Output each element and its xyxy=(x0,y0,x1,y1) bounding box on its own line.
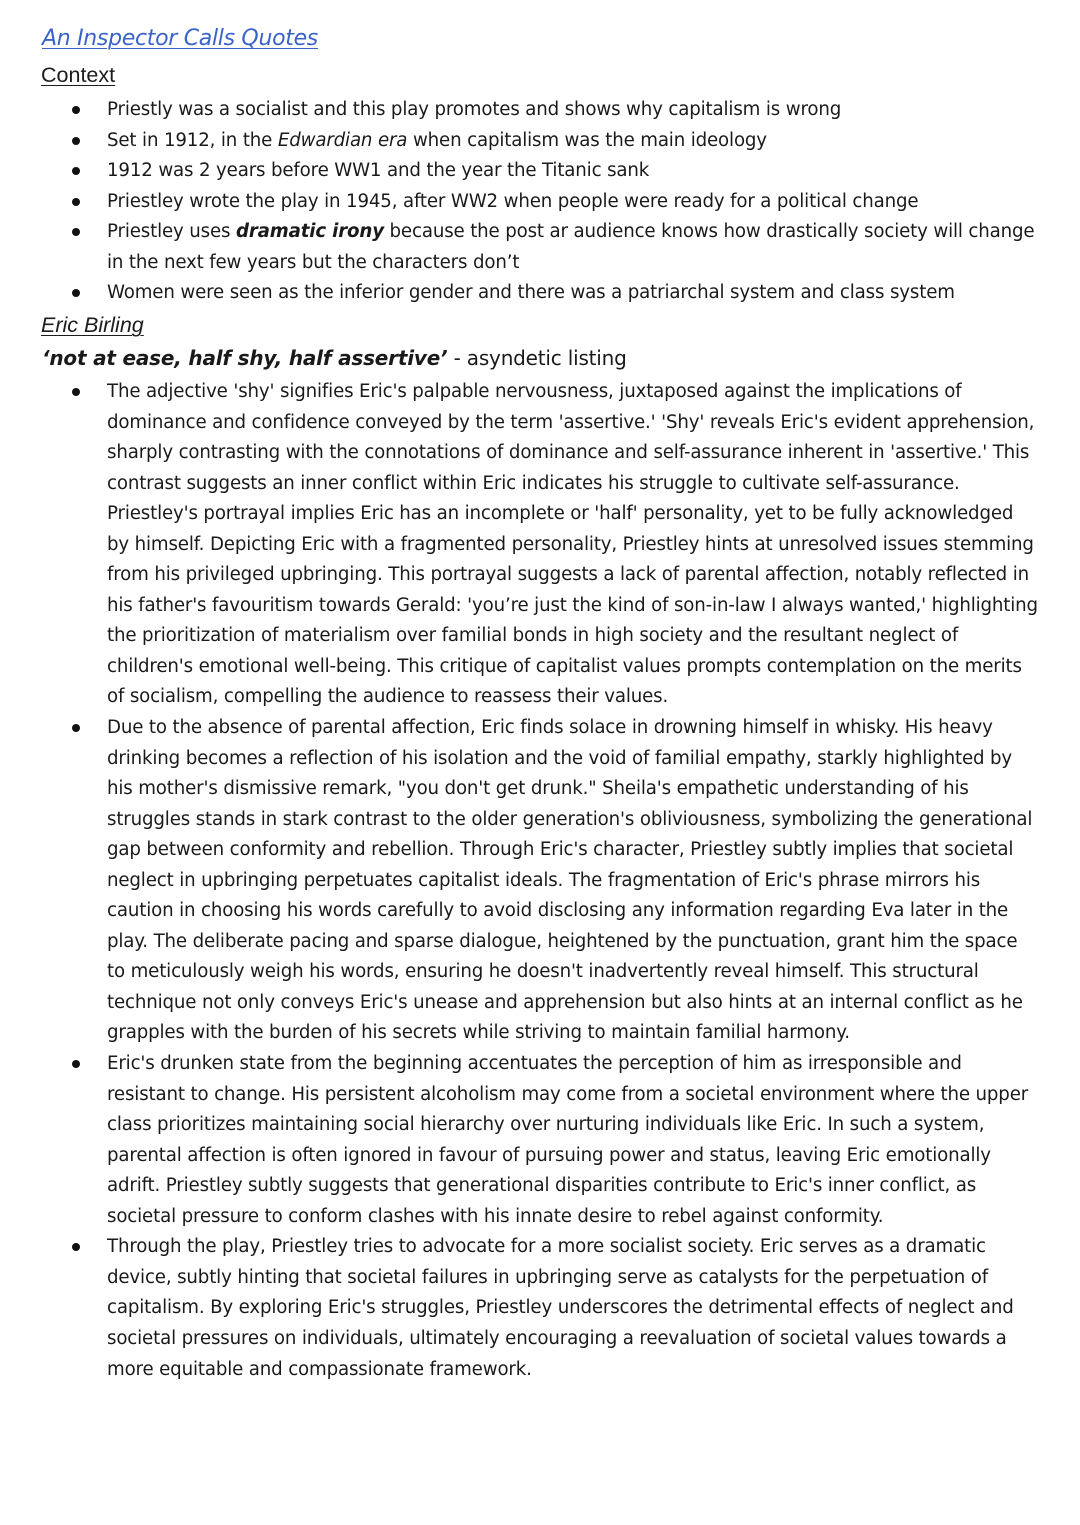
list-item: Due to the absence of parental affection, Eric finds solace in drowning himself in whisky. His heavy drinking becomes a reflection of his isolation and the void of familial empathy, starkly highlighted by his mother's dismissive remark, "you don't get drunk." Sheila's empathetic understanding of his struggles stands in stark contrast to the older generation's obliviousness, symbolizing the generational gap between conformity and rebellion. Through Eric's character, Priestley subtly implies that societal neglect in upbringing perpetuates capitalist ideals. The fragmentation of Eric's phrase mirrors his caution in choosing his words carefully to avoid disclosing any information regarding Eva later in the play. The deliberate pacing and sparse dialogue, heightened by the punctuation, grant him the space to meticulously weigh his words, ensuring he doesn't inadvertently reveal himself. This structural technique not only conveys Eric's unease and apprehension but also hints at an internal conflict as he grapples with the burden of his secrets while striving to maintain familial harmony. xyxy=(0,713,1080,1049)
list-item: Priestley wrote the play in 1945, after WW2 when people were ready for a political change xyxy=(0,187,1080,218)
list-item: Through the play, Priestley tries to advocate for a more socialist society. Eric serves as a dramatic device, subtly hinting that societal failures in upbringing serve as catalysts for the perpetuation of capitalism. By exploring Eric's struggles, Priestley underscores the detrimental effects of neglect and societal pressures on individuals, ultimately encouraging a reevaluation of societal values towards a more equitable and compassionate framework. xyxy=(0,1232,1080,1385)
quote-text: ‘not at ease, half shy, half assertive’ xyxy=(42,346,448,370)
list-item: Priestley uses dramatic irony because the post ar audience knows how drastically society will change in the next few years but the characters don’t xyxy=(0,217,1080,278)
bullet-icon xyxy=(72,228,80,236)
bullet-icon xyxy=(72,1243,80,1251)
bullet-icon xyxy=(72,106,80,114)
bullet-icon xyxy=(72,724,80,732)
list-item: Eric's drunken state from the beginning accentuates the perception of him as irresponsible and resistant to change. His persistent alcoholism may come from a societal environment where the upper class prioritizes maintaining social hierarchy over nurturing individuals like Eric. In such a system, parental affection is often ignored in favour of pursuing power and status, leaving Eric emotionally adrift. Priestley subtly suggests that generational disparities contribute to Eric's inner conflict, as societal pressure to conform clashes with his innate desire to rebel against conformity. xyxy=(0,1049,1080,1232)
context-list xyxy=(0,95,1080,309)
eric-heading: Eric Birling xyxy=(41,313,144,337)
bullet-icon xyxy=(72,289,80,297)
list-item: 1912 was 2 years before WW1 and the year the Titanic sank xyxy=(0,156,1080,187)
bullet-icon xyxy=(72,167,80,175)
page-title: An Inspector Calls Quotes xyxy=(42,26,318,51)
quote-line xyxy=(42,346,627,370)
bullet-icon xyxy=(72,388,80,396)
list-item: Set in 1912, in the Edwardian era when capitalism was the main ideology xyxy=(0,126,1080,157)
list-item: Priestly was a socialist and this play promotes and shows why capitalism is wrong xyxy=(0,95,1080,126)
list-item: The adjective 'shy' signifies Eric's palpable nervousness, juxtaposed against the implications of dominance and confidence conveyed by the term 'assertive.' 'Shy' reveals Eric's evident apprehension, sharply contrasting with the connotations of dominance and self-assurance inherent in 'assertive.' This contrast suggests an inner conflict within Eric indicates his struggle to cultivate self-assurance. Priestley's portrayal implies Eric has an incomplete or 'half' personality, yet to be fully acknowledged by himself. Depicting Eric with a fragmented personality, Priestley hints at unresolved issues stemming from his privileged upbringing. This portrayal suggests a lack of parental affection, notably reflected in his father's favouritism towards Gerald: 'you’re just the kind of son-in-law I always wanted,' highlighting the prioritization of materialism over familial bonds in high society and the resultant neglect of children's emotional well-being. This critique of capitalist values prompts contemplation on the merits of socialism, compelling the audience to reassess their values. xyxy=(0,377,1080,713)
bullet-icon xyxy=(72,198,80,206)
bullet-icon xyxy=(72,137,80,145)
list-item: Women were seen as the inferior gender and there was a patriarchal system and class system xyxy=(0,278,1080,309)
context-heading: Context xyxy=(41,63,116,87)
quote-technique: - asyndetic listing xyxy=(447,346,627,370)
bullet-icon xyxy=(72,1060,80,1068)
eric-analysis-list xyxy=(0,377,1080,1385)
